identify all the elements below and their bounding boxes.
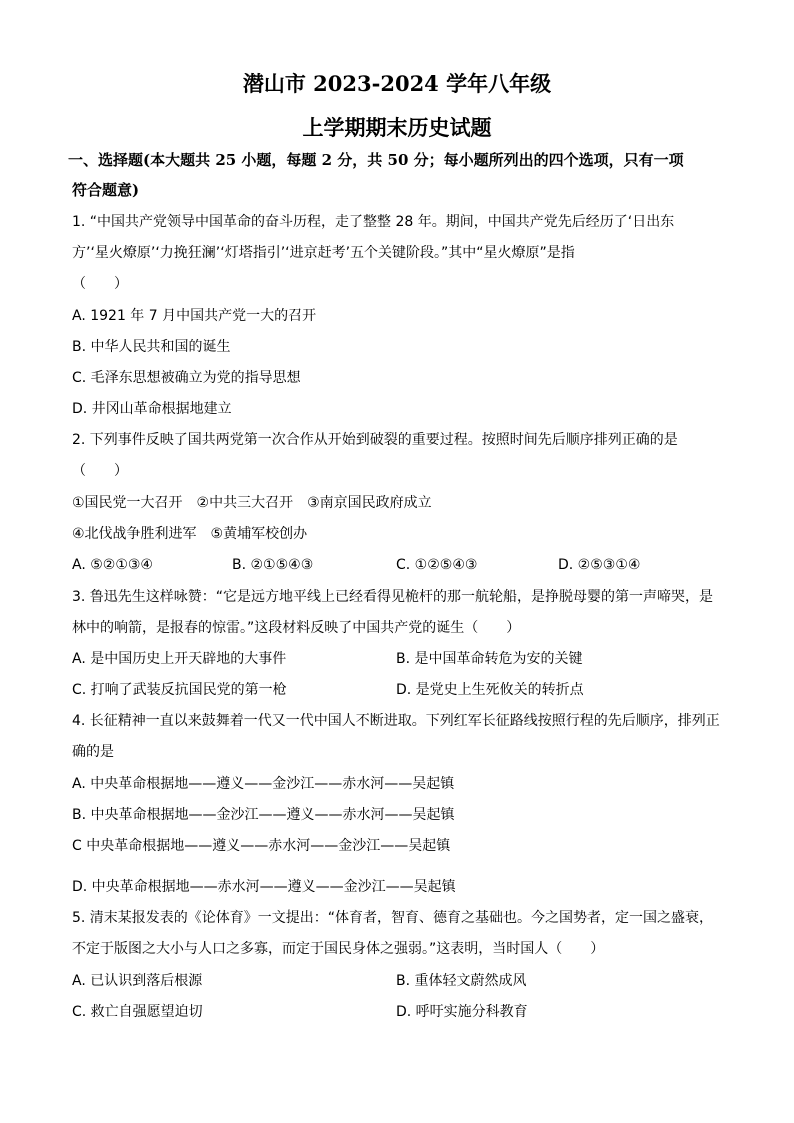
section-heading-line2: 符合题意)	[72, 181, 140, 199]
q3-stem-line2: 林中的响箭，是报春的惊雷。”这段材料反映了中国共产党的诞生（ ）	[72, 620, 521, 636]
q2-items-line2: ④北伐战争胜利进军 ⑤黄埔军校创办	[72, 526, 308, 542]
q3-option-c: C. 打响了武装反抗国民党的第一枪	[72, 682, 287, 698]
q5-option-b: B. 重体轻文蔚然成风	[396, 973, 527, 989]
q3-option-a: A. 是中国历史上开天辟地的大事件	[72, 651, 287, 667]
q2-stem-line2: （ ）	[72, 463, 128, 479]
q2-option-a: A. ⑤②①③④	[72, 557, 153, 573]
q4-option-d: D. 中央革命根据地——赤水河——遵义——金沙江——吴起镇	[72, 879, 456, 895]
q5-option-c: C. 救亡自强愿望迫切	[72, 1004, 203, 1020]
q1-option-b: B. 中华人民共和国的诞生	[72, 339, 231, 355]
exam-title-line2: 上学期期末历史试题	[302, 115, 492, 140]
q2-items-line1: ①国民党一大召开 ②中共三大召开 ③南京国民政府成立	[72, 495, 432, 511]
q4-option-c: C 中央革命根据地——遵义——赤水河——金沙江——吴起镇	[72, 838, 451, 854]
q4-stem-line1: 4. 长征精神一直以来鼓舞着一代又一代中国人不断进取。下列红军长征路线按照行程的先后顺序，排列正	[72, 713, 720, 729]
q5-option-a: A. 已认识到落后根源	[72, 973, 203, 989]
q5-option-d: D. 呼吁实施分科教育	[396, 1004, 528, 1020]
section-heading-line1: 一、选择题(本大题共 25 小题，每题 2 分，共 50 分；每小题所列出的四个选项，只有一项	[68, 151, 684, 169]
q4-option-b: B. 中央革命根据地——金沙江——遵义——赤水河——吴起镇	[72, 807, 455, 823]
q1-option-a: A. 1921 年 7 月中国共产党一大的召开	[72, 308, 317, 324]
q2-option-c: C. ①②⑤④③	[396, 557, 478, 573]
q4-stem-line2: 确的是	[72, 744, 114, 760]
q5-stem-line1: 5. 清末某报发表的《论体育》一文提出：“体育者，智育、德育之基础也。今之国势者，定一国之盛衰，	[72, 910, 714, 926]
exam-title-line1: 潜山市 2023-2024 学年八年级	[242, 71, 552, 96]
q4-option-a: A. 中央革命根据地——遵义——金沙江——赤水河——吴起镇	[72, 776, 455, 792]
q1-option-c: C. 毛泽东思想被确立为党的指导思想	[72, 370, 301, 386]
q1-stem-line3: （ ）	[72, 276, 128, 292]
q1-stem-line1: 1. “中国共产党领导中国革命的奋斗历程，走了整整 28 年。期间，中国共产党先后经历了‘日出东	[72, 214, 675, 230]
q3-option-d: D. 是党史上生死攸关的转折点	[396, 682, 584, 698]
q1-stem-line2: 方’‘星火燎原’‘力挽狂澜’‘灯塔指引’‘进京赶考’五个关键阶段。”其中“星火燎原”是指	[72, 245, 575, 261]
q1-option-d: D. 井冈山革命根据地建立	[72, 401, 232, 417]
q2-option-b: B. ②①⑤④③	[232, 557, 314, 573]
q3-stem-line1: 3. 鲁迅先生这样咏赞：“它是远方地平线上已经看得见桅杆的那一航轮船，是挣脱母婴的第一声啼哭，是	[72, 589, 714, 605]
q5-stem-line2: 不定于版图之大小与人口之多寡，而定于国民身体之强弱。”这表明，当时国人（ ）	[72, 941, 605, 957]
q3-option-b: B. 是中国革命转危为安的关键	[396, 651, 583, 667]
q2-stem-line1: 2. 下列事件反映了国共两党第一次合作从开始到破裂的重要过程。按照时间先后顺序排列正确的是	[72, 432, 678, 448]
q2-option-d: D. ②⑤③①④	[558, 557, 641, 573]
